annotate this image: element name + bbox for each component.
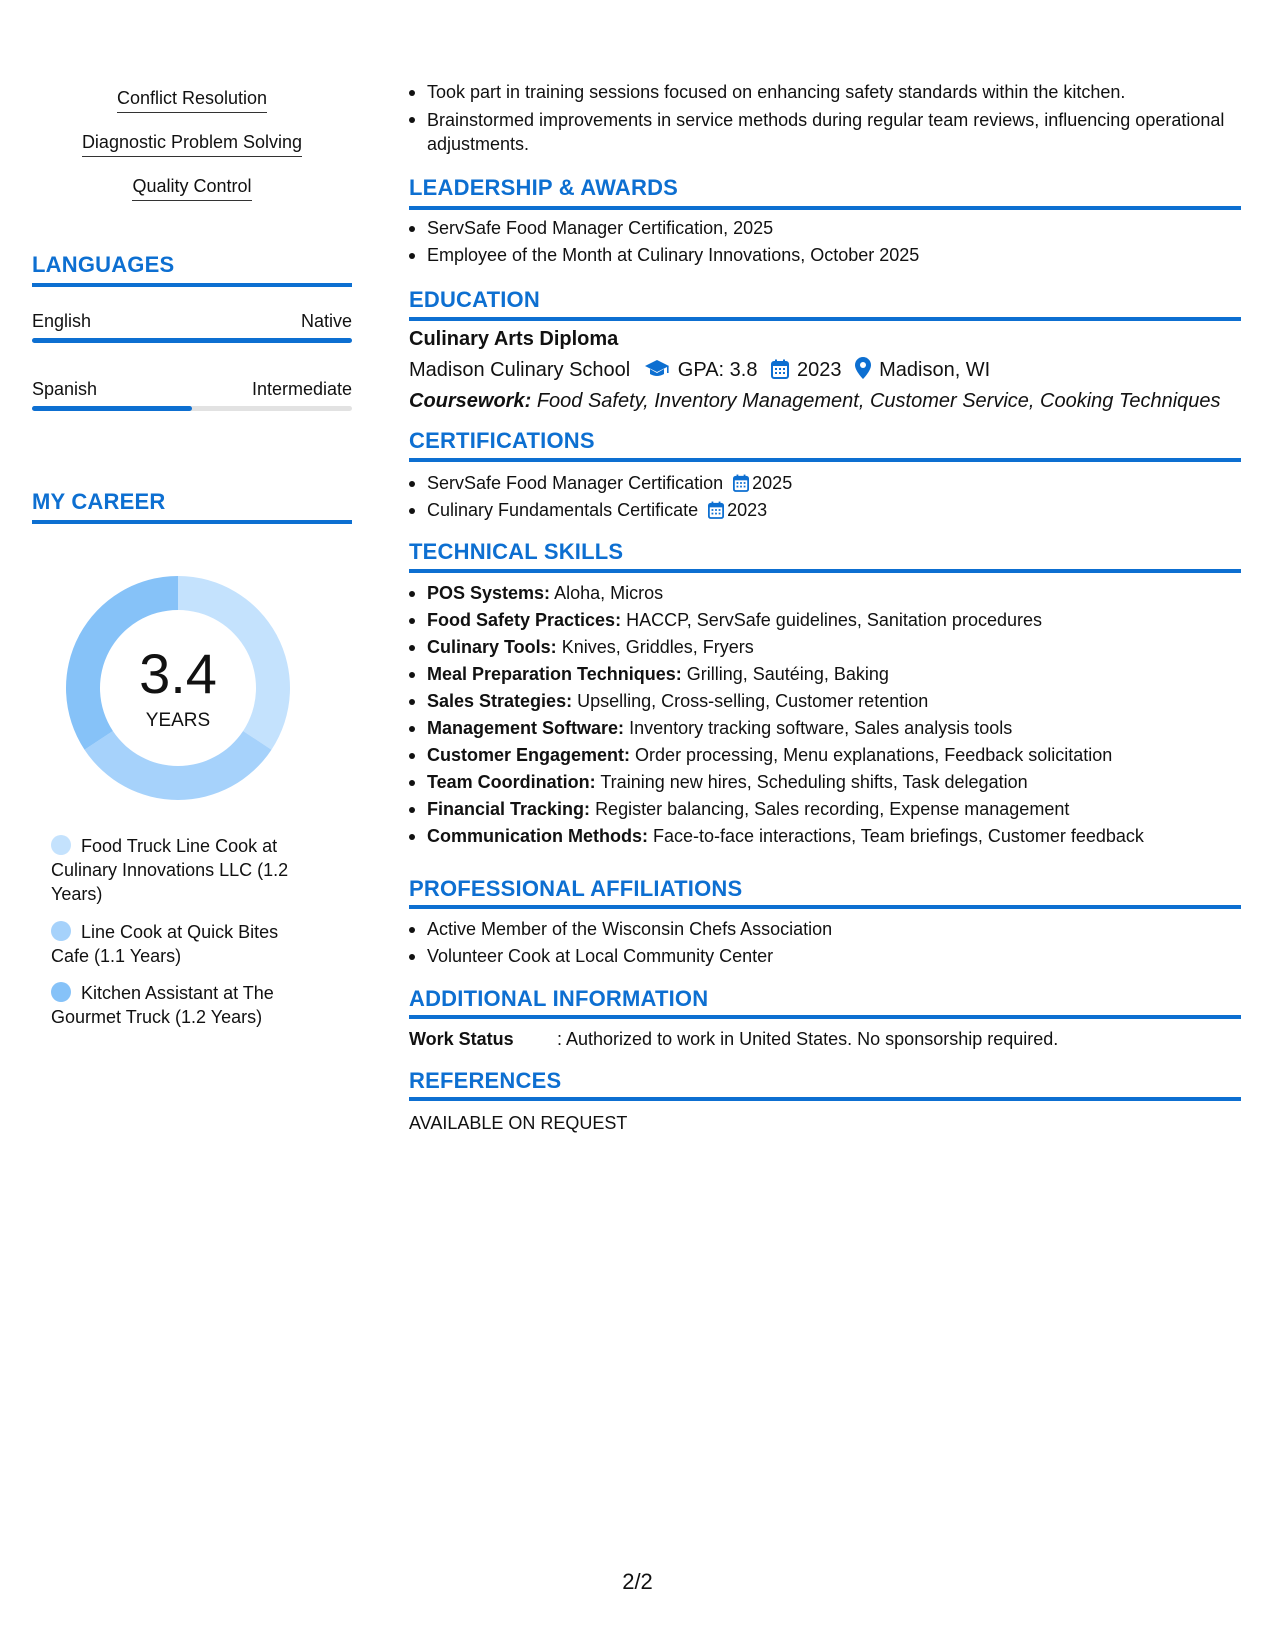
language-level: Intermediate <box>251 379 352 399</box>
calendar-icon <box>771 359 789 386</box>
certifications-list <box>409 470 1241 524</box>
skill-values: Inventory tracking software, Sales analysis tools <box>629 718 1013 738</box>
list-item <box>409 497 1241 524</box>
additional-info-heading: ADDITIONAL INFORMATION <box>409 986 709 1011</box>
skill-category: Management Software: <box>427 718 625 738</box>
language-bar-spanish <box>32 406 352 411</box>
language-bar-english <box>32 338 352 343</box>
language-level: Native <box>300 311 352 331</box>
leadership-divider <box>409 206 1241 210</box>
education-details <box>409 357 990 386</box>
skill-tag <box>32 174 352 201</box>
skill-tag-label: Quality Control <box>132 174 251 201</box>
leadership-heading: LEADERSHIP & AWARDS <box>409 175 679 200</box>
graduation-cap-icon <box>644 359 670 386</box>
education-heading: EDUCATION <box>409 287 540 312</box>
experience-bullets <box>409 79 1241 156</box>
skill-values: HACCP, ServSafe guidelines, Sanitation procedures <box>626 610 1042 630</box>
language-name: Spanish <box>32 379 98 399</box>
career-legend-item <box>51 981 311 1029</box>
languages-divider <box>32 283 352 287</box>
references-text: AVAILABLE ON REQUEST <box>409 1113 628 1133</box>
career-legend-label: Kitchen Assistant at The Gourmet Truck (1.2 Years) <box>51 983 274 1027</box>
list-item <box>409 688 1241 715</box>
certification-name: ServSafe Food Manager Certification <box>427 473 724 493</box>
affiliations-list <box>409 916 1241 970</box>
career-legend-label: Food Truck Line Cook at Culinary Innovations LLC (1.2 Years) <box>51 836 289 904</box>
skill-tag-label: Diagnostic Problem Solving <box>82 130 302 157</box>
certifications-divider <box>409 458 1241 462</box>
technical-skills-list <box>409 580 1241 850</box>
skill-category: Culinary Tools: <box>427 637 557 657</box>
list-item: Employee of the Month at Culinary Innovations, October 2025 <box>409 242 1241 269</box>
career-legend-item <box>51 834 311 906</box>
graduation-year: 2023 <box>797 359 842 381</box>
work-status-value: : Authorized to work in United States. No sponsorship required. <box>557 1029 1059 1049</box>
degree-title: Culinary Arts Diploma <box>409 328 619 350</box>
career-total-unit: YEARS <box>145 710 211 731</box>
skill-values: Knives, Griddles, Fryers <box>561 637 754 657</box>
skill-category: Customer Engagement: <box>427 745 631 765</box>
skill-category: POS Systems: <box>427 583 551 603</box>
affiliations-heading: PROFESSIONAL AFFILIATIONS <box>409 876 743 901</box>
leadership-list <box>409 215 1241 269</box>
technical-skills-divider <box>409 569 1241 573</box>
language-bar-fill <box>32 406 192 411</box>
list-item: Active Member of the Wisconsin Chefs Association <box>409 916 1241 943</box>
certification-year: 2025 <box>752 473 793 493</box>
career-legend-item <box>51 920 311 968</box>
career-donut-segment <box>85 731 272 800</box>
list-item <box>409 796 1241 823</box>
list-item: Took part in training sessions focused on enhancing safety standards within the kitchen. <box>409 79 1241 106</box>
skill-values: Register balancing, Sales recording, Expense management <box>595 799 1070 819</box>
language-bar-fill <box>32 338 352 343</box>
list-item <box>409 607 1241 634</box>
skill-values: Training new hires, Scheduling shifts, Task delegation <box>600 772 1028 792</box>
page-number: 2/2 <box>622 1569 653 1594</box>
career-legend-dot <box>51 835 71 855</box>
list-item: Volunteer Cook at Local Community Center <box>409 943 1241 970</box>
technical-skills-heading: TECHNICAL SKILLS <box>409 539 624 564</box>
skill-tag <box>32 130 352 157</box>
certification-year: 2023 <box>727 500 768 520</box>
affiliations-divider <box>409 905 1241 909</box>
languages-heading: LANGUAGES <box>32 252 175 277</box>
career-legend-dot <box>51 982 71 1002</box>
skill-category: Financial Tracking: <box>427 799 591 819</box>
list-item <box>409 769 1241 796</box>
list-item: ServSafe Food Manager Certification, 2025 <box>409 215 1241 242</box>
skill-tag <box>32 86 352 113</box>
list-item <box>409 634 1241 661</box>
career-total-value: 3.4 <box>139 642 217 705</box>
skill-values: Face-to-face interactions, Team briefings, Customer feedback <box>653 826 1144 846</box>
skill-tag-label: Conflict Resolution <box>117 86 267 113</box>
certification-date <box>733 470 792 497</box>
list-item <box>409 661 1241 688</box>
list-item <box>409 823 1241 850</box>
list-item <box>409 470 1241 497</box>
skill-values: Grilling, Sautéing, Baking <box>686 664 889 684</box>
skill-category: Food Safety Practices: <box>427 610 622 630</box>
calendar-icon <box>733 474 749 492</box>
calendar-icon <box>708 501 724 519</box>
certifications-heading: CERTIFICATIONS <box>409 428 595 453</box>
certification-name: Culinary Fundamentals Certificate <box>427 500 699 520</box>
work-status-label: Work Status <box>409 1029 514 1049</box>
school-location: Madison, WI <box>879 359 991 381</box>
list-item <box>409 742 1241 769</box>
references-divider <box>409 1097 1241 1101</box>
coursework-list: Food Safety, Inventory Management, Customer Service, Cooking Techniques <box>536 390 1221 412</box>
certification-date <box>708 497 767 524</box>
list-item: Brainstormed improvements in service methods during regular team reviews, influencing operational adjustments. <box>409 106 1241 156</box>
education-divider <box>409 317 1241 321</box>
gpa-value: GPA: 3.8 <box>677 359 758 381</box>
skill-values: Order processing, Menu explanations, Feedback solicitation <box>635 745 1113 765</box>
language-name: English <box>32 311 92 331</box>
coursework-line <box>409 388 1221 414</box>
list-item <box>409 580 1241 607</box>
skill-values: Upselling, Cross-selling, Customer retention <box>577 691 929 711</box>
skill-values: Aloha, Micros <box>554 583 664 603</box>
career-legend-dot <box>51 921 71 941</box>
skill-category: Sales Strategies: <box>427 691 573 711</box>
references-heading: REFERENCES <box>409 1068 562 1093</box>
skill-category: Communication Methods: <box>427 826 648 846</box>
location-pin-icon <box>855 357 871 386</box>
list-item <box>409 715 1241 742</box>
career-divider <box>32 520 352 524</box>
skill-category: Team Coordination: <box>427 772 596 792</box>
additional-info-divider <box>409 1015 1241 1019</box>
career-legend-label: Line Cook at Quick Bites Cafe (1.1 Years) <box>51 922 279 966</box>
school-name: Madison Culinary School <box>409 359 631 381</box>
coursework-label: Coursework: <box>409 390 532 412</box>
career-heading: MY CAREER <box>32 489 166 514</box>
skill-category: Meal Preparation Techniques: <box>427 664 682 684</box>
